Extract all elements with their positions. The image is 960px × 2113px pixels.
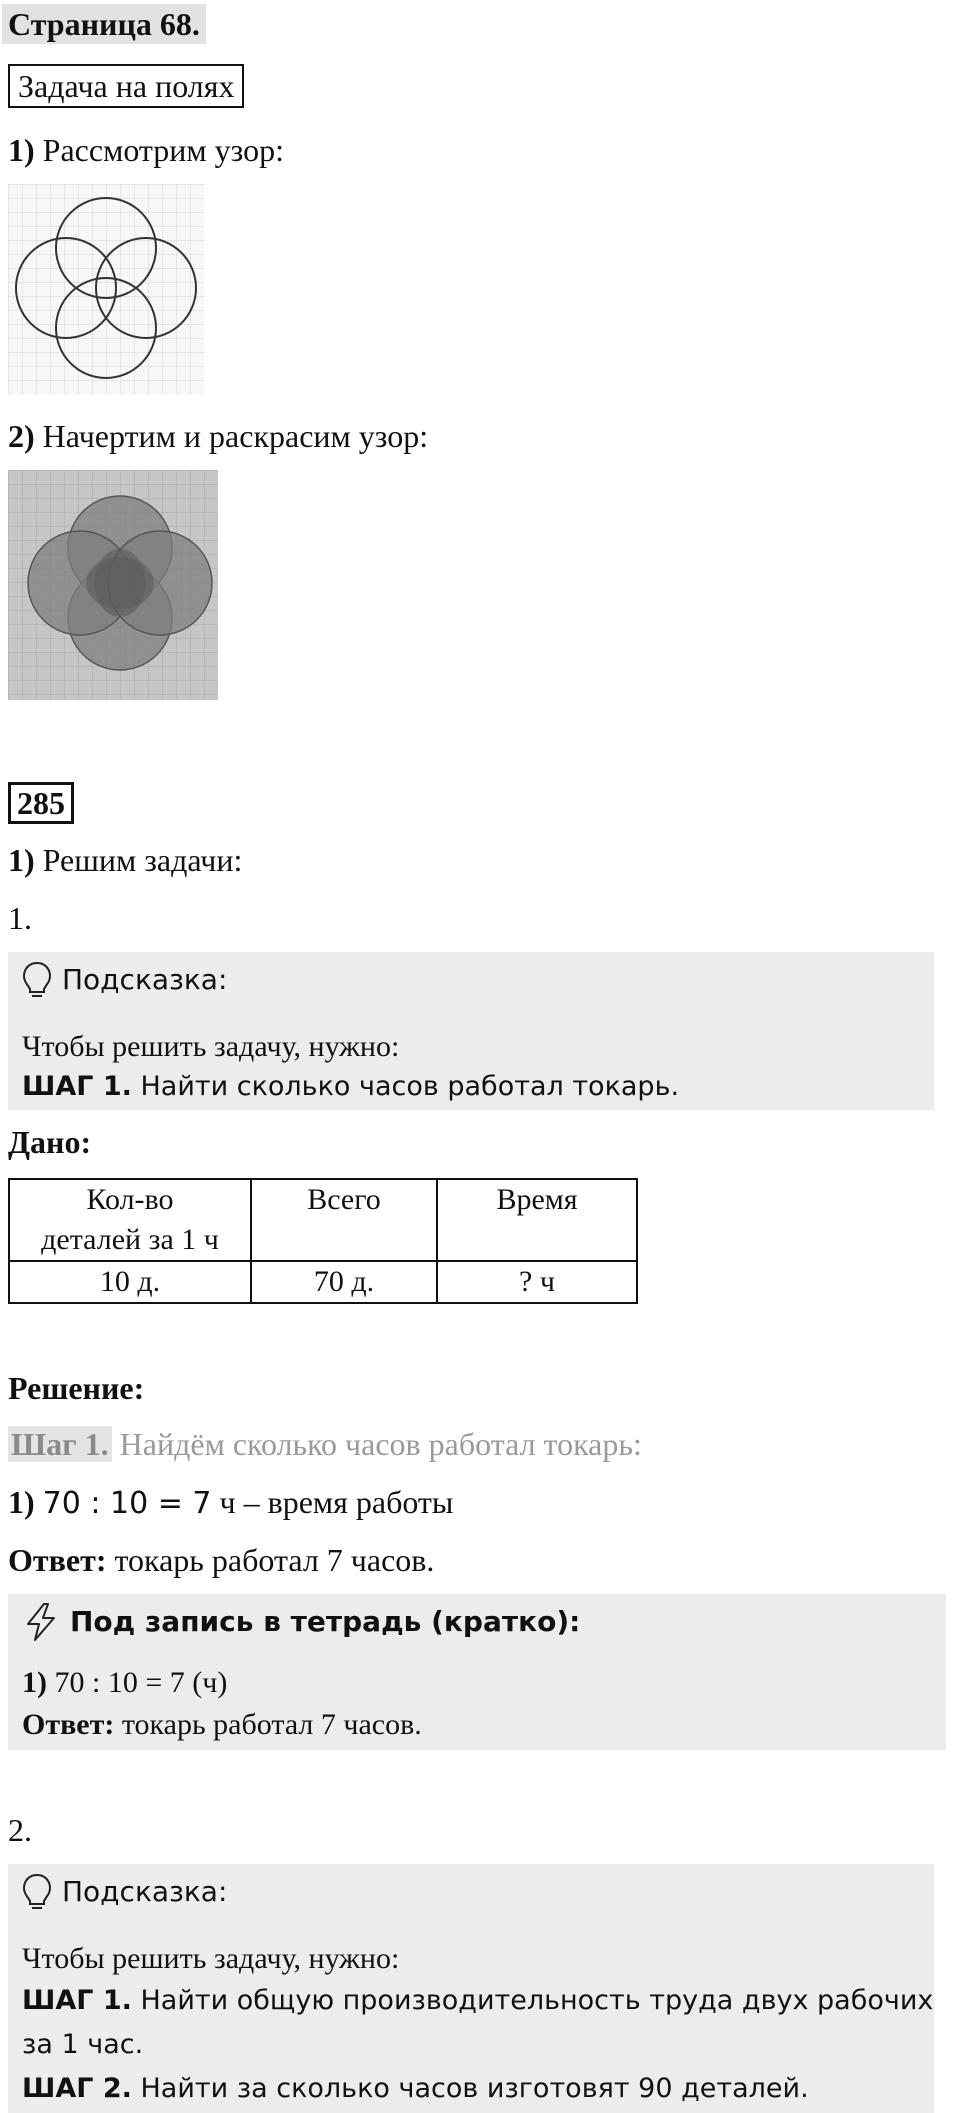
task-1-label: 1. — [8, 900, 32, 936]
hint-step-1 — [22, 1980, 933, 2022]
item-text: Рассмотрим узор: — [42, 132, 284, 168]
table-header-row — [9, 1179, 637, 1261]
hint-step-1 — [22, 1066, 679, 1108]
step-label: ШАГ 1. — [22, 1071, 132, 1102]
calc-number: 1) — [22, 1666, 47, 1699]
item-number: 1) — [8, 132, 35, 168]
table-header-cell: Всего — [251, 1179, 437, 1261]
given-table — [8, 1178, 638, 1304]
notebook-answer — [22, 1704, 422, 1746]
solution-label: Решение: — [8, 1370, 145, 1406]
hint-box — [8, 1864, 934, 2113]
table-header-cell: Кол-во деталей за 1 ч — [9, 1179, 251, 1261]
hint-header — [22, 1872, 227, 1912]
hint-step-2 — [22, 2068, 809, 2110]
step-text: Найти за сколько часов изготовят 90 деталей. — [140, 2073, 809, 2104]
hint-header — [22, 960, 227, 1000]
hint-box — [8, 952, 934, 1110]
step-text: Найдём сколько часов работал токарь: — [119, 1426, 642, 1462]
notebook-box — [8, 1594, 946, 1750]
table-row — [9, 1261, 637, 1303]
step-label: ШАГ 2. — [22, 2073, 132, 2104]
calc-rest: ч – время работы — [219, 1484, 454, 1520]
item-number: 2) — [8, 418, 35, 454]
notebook-title: Под запись в тетрадь (кратко): — [70, 1605, 581, 1638]
step-text: Найти общую производительность труда двух рабочих — [140, 1985, 934, 2016]
answer-line — [8, 1540, 434, 1580]
hint-title: Подсказка: — [62, 963, 228, 996]
calc-line — [8, 1482, 453, 1524]
hint-step-1-cont: за 1 час. — [22, 2029, 144, 2060]
answer-text: токарь работал 7 часов. — [114, 1542, 435, 1578]
table-cell: 10 д. — [9, 1261, 251, 1303]
item-text: Начертим и раскрасим узор: — [42, 418, 429, 454]
page-title: Страница 68. — [2, 4, 206, 44]
calc-expression: 70 : 10 = 7 (ч) — [54, 1666, 228, 1699]
given-label: Дано: — [8, 1124, 92, 1160]
table-cell: ? ч — [437, 1261, 637, 1303]
answer-label: Ответ: — [8, 1542, 107, 1578]
lightning-icon — [22, 1602, 60, 1642]
pattern-colored-image — [8, 470, 218, 700]
margin-item-2 — [8, 416, 428, 456]
notebook-header — [22, 1602, 580, 1642]
lightbulb-icon — [22, 961, 52, 999]
table-header-cell: Время — [437, 1179, 637, 1261]
solution-step-1 — [8, 1424, 642, 1464]
hint-line: Чтобы решить задачу, нужно: — [22, 1942, 400, 1975]
exercise-intro — [8, 840, 242, 880]
pattern-outline-image — [8, 184, 204, 394]
answer-label: Ответ: — [22, 1708, 115, 1741]
table-cell: 70 д. — [251, 1261, 437, 1303]
margin-task-title: Задача на полях — [8, 64, 244, 108]
hint-title: Подсказка: — [62, 1875, 228, 1908]
lightbulb-icon — [22, 1873, 52, 1911]
margin-item-1 — [8, 130, 284, 170]
exercise-number: 285 — [8, 782, 74, 824]
hint-line: Чтобы решить задачу, нужно: — [22, 1030, 400, 1063]
calc-number: 1) — [8, 1484, 35, 1520]
intro-number: 1) — [8, 842, 35, 878]
intro-text: Решим задачи: — [42, 842, 243, 878]
calc-expression: 70 : 10 = 7 — [42, 1486, 212, 1521]
step-label: ШАГ 1. — [22, 1985, 132, 2016]
step-text: Найти сколько часов работал токарь. — [140, 1071, 680, 1102]
notebook-calc — [22, 1662, 227, 1704]
answer-text: токарь работал 7 часов. — [121, 1708, 422, 1741]
task-2-label: 2. — [8, 1812, 32, 1848]
step-label: Шаг 1. — [8, 1426, 112, 1462]
